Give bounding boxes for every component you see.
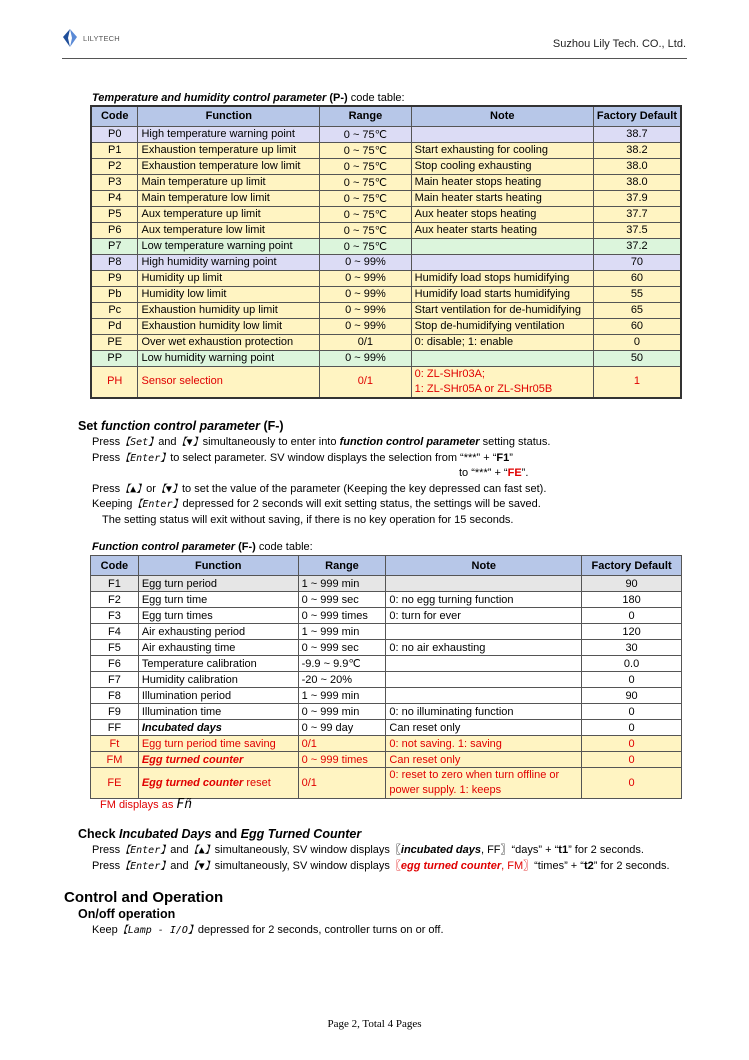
note-cell	[386, 768, 582, 799]
note-cell	[411, 366, 593, 398]
table-row	[91, 318, 681, 334]
default-cell: 0	[582, 720, 682, 736]
instruction-line	[92, 482, 550, 498]
text: Press	[92, 859, 121, 872]
text: and	[170, 859, 189, 872]
function-cell: Egg turn period	[138, 576, 298, 592]
default-cell: 90	[582, 688, 682, 704]
code-cell: F6	[91, 656, 139, 672]
note-cell: Main heater starts heating	[411, 190, 593, 206]
table-header-row	[91, 106, 681, 126]
code-cell: P5	[91, 206, 138, 222]
default-cell: 0	[582, 704, 682, 720]
f-instructions	[92, 435, 550, 528]
note-cell	[386, 656, 582, 672]
note-cell: Can reset only	[386, 720, 582, 736]
function-cell: Egg turn times	[138, 608, 298, 624]
company-logo	[60, 28, 120, 48]
default-cell: 37.9	[593, 190, 681, 206]
range-cell: 0 ~ 99%	[320, 350, 412, 366]
set-key-label: 【Set】	[120, 437, 159, 448]
text: Press	[92, 482, 121, 495]
table-row	[91, 624, 682, 640]
note-cell	[386, 688, 582, 704]
range-cell: 0 ~ 999 min	[298, 704, 386, 720]
title-italic: Incubated Days	[119, 827, 212, 841]
table-row	[91, 608, 682, 624]
table-row	[91, 270, 681, 286]
default-cell: 38.2	[593, 142, 681, 158]
function-cell: High humidity warning point	[138, 254, 320, 270]
down-key-label: 【▼】	[188, 860, 215, 872]
caption-rest: code table:	[258, 541, 313, 553]
onoff-instruction	[92, 923, 444, 939]
range-cell: 0 ~ 99%	[320, 270, 412, 286]
text: to select parameter. SV window displays the selection from “***” + “	[170, 451, 497, 464]
emphasis: Egg turned counter	[141, 776, 244, 789]
fm-display-note	[100, 797, 192, 812]
text: simultaneously, SV window displays	[214, 859, 390, 872]
text: ”.	[521, 467, 529, 479]
default-cell: 0	[593, 334, 681, 350]
text: reset	[246, 776, 271, 789]
table-row	[91, 158, 681, 174]
function-cell: Air exhausting period	[138, 624, 298, 640]
code-cell: Pc	[91, 302, 138, 318]
note-cell: 0: turn for ever	[386, 608, 582, 624]
code-cell: Pb	[91, 286, 138, 302]
control-operation-heading: Control and Operation	[64, 889, 224, 906]
note-cell: Start ventilation for de-humidifying	[411, 302, 593, 318]
code-cell: F9	[91, 704, 139, 720]
title-italic: function control parameter	[100, 419, 260, 433]
default-cell: 180	[582, 592, 682, 608]
function-cell: Illumination period	[138, 688, 298, 704]
note-cell	[386, 576, 582, 592]
onoff-heading: On/off operation	[78, 907, 176, 921]
note-cell: Aux heater stops heating	[411, 206, 593, 222]
emphasis: incubated days	[400, 844, 481, 856]
text: setting status.	[482, 436, 551, 448]
default-cell: 0	[582, 752, 682, 768]
function-cell: Egg turn period time saving	[138, 736, 298, 752]
code-cell: F8	[91, 688, 139, 704]
default-cell: 38.7	[593, 126, 681, 142]
range-cell: 0/1	[298, 768, 386, 799]
default-cell: 65	[593, 302, 681, 318]
column-header: Factory Default	[582, 556, 682, 576]
f-parameter-table	[90, 555, 682, 799]
range-cell: 0/1	[320, 334, 412, 350]
range-cell: 0 ~ 75℃	[320, 174, 412, 190]
code-cell: P2	[91, 158, 138, 174]
function-cell: Illumination time	[138, 704, 298, 720]
note-line: 1: ZL-SHr05A or ZL-SHr05B	[414, 382, 553, 395]
range-cell: 0 ~ 75℃	[320, 142, 412, 158]
code-cell: P8	[91, 254, 138, 270]
range-cell: 0/1	[320, 366, 412, 398]
range-cell: 0 ~ 999 sec	[298, 640, 386, 656]
default-cell: 0	[582, 768, 682, 799]
text: , FF〗“days” + “	[480, 844, 559, 856]
column-header: Range	[298, 556, 386, 576]
default-cell: 30	[582, 640, 682, 656]
column-header: Code	[91, 556, 139, 576]
table-row	[91, 126, 681, 142]
range-cell: -20 ~ 20%	[298, 672, 386, 688]
function-cell: Air exhausting time	[138, 640, 298, 656]
column-header: Range	[320, 106, 412, 126]
table-row	[91, 286, 681, 302]
note-cell	[411, 254, 593, 270]
range-cell: 0 ~ 999 times	[298, 608, 386, 624]
table-row	[91, 592, 682, 608]
default-cell: 0	[582, 736, 682, 752]
column-header: Factory Default	[593, 106, 681, 126]
note-cell: Stop cooling exhausting	[411, 158, 593, 174]
emphasis: F1	[496, 451, 510, 464]
function-cell	[138, 768, 298, 799]
caption-bold: (P-)	[329, 92, 348, 104]
table-row	[91, 190, 681, 206]
note-cell	[386, 672, 582, 688]
table-row	[91, 640, 682, 656]
table-row	[91, 768, 682, 799]
default-cell: 0	[582, 608, 682, 624]
range-cell: 0 ~ 99 day	[298, 720, 386, 736]
range-cell: 1 ~ 999 min	[298, 688, 386, 704]
caption-rest: code table:	[350, 92, 405, 104]
text: The setting status will exit without saving, if there is no key operation for 15 seconds.	[102, 513, 514, 526]
title-part: and	[214, 827, 238, 841]
check-instructions	[92, 843, 670, 874]
code-cell: P6	[91, 222, 138, 238]
page-footer: Page 2, Total 4 Pages	[327, 1018, 422, 1030]
table-row	[91, 206, 681, 222]
bracket: 〖	[389, 859, 401, 872]
table-row	[91, 688, 682, 704]
caption-italic: Temperature and humidity control parameter	[92, 92, 327, 104]
range-cell: 0 ~ 99%	[320, 286, 412, 302]
code-cell: P1	[91, 142, 138, 158]
default-cell: 37.2	[593, 238, 681, 254]
text: or	[146, 482, 156, 495]
instruction-line	[92, 513, 550, 529]
title-italic: Egg Turned Counter	[240, 827, 362, 841]
note-line: 0: reset to zero when turn offline or	[389, 769, 560, 781]
text: ” for 2 seconds.	[593, 859, 670, 872]
function-cell: Aux temperature low limit	[138, 222, 320, 238]
code-cell: F1	[91, 576, 139, 592]
text: depressed for 2 seconds will exit setting status, the settings will be saved.	[182, 498, 541, 510]
default-cell: 70	[593, 254, 681, 270]
f-section-title	[78, 419, 284, 433]
enter-key-label: 【Enter】	[120, 860, 171, 872]
range-cell: 0 ~ 75℃	[320, 158, 412, 174]
function-cell: Exhaustion humidity up limit	[138, 302, 320, 318]
column-header: Note	[411, 106, 593, 126]
column-header: Function	[138, 106, 320, 126]
text: Press	[92, 844, 121, 856]
enter-key-label: 【Enter】	[120, 845, 171, 856]
title-part: Set	[78, 419, 98, 433]
default-cell: 37.7	[593, 206, 681, 222]
code-cell: F4	[91, 624, 139, 640]
default-cell: 38.0	[593, 174, 681, 190]
range-cell: 0 ~ 75℃	[320, 126, 412, 142]
enter-key-label: 【Enter】	[120, 452, 171, 464]
instruction-line	[92, 843, 670, 859]
function-cell: High temperature warning point	[138, 126, 320, 142]
text: Keeping	[92, 498, 133, 510]
function-cell: Humidity low limit	[138, 286, 320, 302]
instruction-line	[92, 451, 550, 467]
code-cell: P7	[91, 238, 138, 254]
down-key-label: 【▼】	[155, 483, 182, 495]
note-cell	[411, 238, 593, 254]
company-name: Suzhou Lily Tech. CO., Ltd.	[552, 38, 686, 50]
range-cell: 0 ~ 75℃	[320, 206, 412, 222]
range-cell: 0 ~ 99%	[320, 318, 412, 334]
note-cell: Humidify load starts humidifying	[411, 286, 593, 302]
caption-italic: Function control parameter	[92, 541, 236, 553]
range-cell: 0 ~ 999 sec	[298, 592, 386, 608]
caption-bold: (F-)	[238, 541, 256, 553]
table-row	[91, 576, 682, 592]
note-cell: Humidify load stops humidifying	[411, 270, 593, 286]
enter-key-label: 【Enter】	[132, 499, 183, 510]
note-cell	[411, 126, 593, 142]
fm-segment-glyph: Fñ	[176, 797, 193, 812]
function-cell: Sensor selection	[138, 366, 320, 398]
table-row	[91, 672, 682, 688]
function-cell: Egg turn time	[138, 592, 298, 608]
default-cell: 38.0	[593, 158, 681, 174]
column-header: Code	[91, 106, 138, 126]
f-table-caption	[92, 541, 313, 553]
text: simultaneously, SV window displays〖	[214, 844, 401, 856]
note-cell: 0: disable; 1: enable	[411, 334, 593, 350]
function-cell: Incubated days	[138, 720, 298, 736]
default-cell: 0.0	[582, 656, 682, 672]
table-row	[91, 174, 681, 190]
text: Press	[92, 451, 121, 464]
table-row	[91, 222, 681, 238]
code-cell: FE	[91, 768, 139, 799]
code-cell: P4	[91, 190, 138, 206]
text: and	[158, 436, 177, 448]
code-cell: PE	[91, 334, 138, 350]
instruction-line	[92, 466, 550, 482]
function-cell: Egg turned counter	[138, 752, 298, 768]
logo-text: LILYTECH	[83, 33, 120, 43]
note-cell: Can reset only	[386, 752, 582, 768]
table-row	[91, 736, 682, 752]
function-cell: Exhaustion humidity low limit	[138, 318, 320, 334]
range-cell: -9.9 ~ 9.9℃	[298, 656, 386, 672]
code-cell: PP	[91, 350, 138, 366]
text: and	[170, 844, 189, 856]
range-cell: 0 ~ 999 times	[298, 752, 386, 768]
column-header: Function	[138, 556, 298, 576]
text: FM displays as	[100, 799, 174, 811]
code-cell: F2	[91, 592, 139, 608]
function-cell: Low temperature warning point	[138, 238, 320, 254]
note-cell: Aux heater starts heating	[411, 222, 593, 238]
default-cell: 60	[593, 318, 681, 334]
function-cell: Main temperature up limit	[138, 174, 320, 190]
range-cell: 0 ~ 75℃	[320, 222, 412, 238]
bracket: , FM〗	[501, 859, 535, 872]
function-cell: Low humidity warning point	[138, 350, 320, 366]
up-key-label: 【▲】	[120, 483, 147, 495]
text: ”	[509, 451, 513, 464]
default-cell: 90	[582, 576, 682, 592]
table-row	[91, 350, 681, 366]
default-cell: 0	[582, 672, 682, 688]
title-part: Check	[78, 827, 116, 841]
lamp-key-label: 【Lamp - I/O】	[117, 925, 198, 936]
note-cell: 0: no illuminating function	[386, 704, 582, 720]
table-header-row	[91, 556, 682, 576]
p-table-caption	[92, 92, 405, 104]
code-cell: P0	[91, 126, 138, 142]
function-cell: Aux temperature up limit	[138, 206, 320, 222]
note-cell: 0: no egg turning function	[386, 592, 582, 608]
p-parameter-table	[90, 105, 682, 399]
table-row	[91, 334, 681, 350]
code-cell: FM	[91, 752, 139, 768]
function-cell: Temperature calibration	[138, 656, 298, 672]
page-header	[0, 0, 749, 60]
text: “times” + “	[534, 859, 584, 872]
range-cell: 0 ~ 99%	[320, 302, 412, 318]
note-cell: Start exhausting for cooling	[411, 142, 593, 158]
code-cell: P3	[91, 174, 138, 190]
table-row	[91, 254, 681, 270]
range-cell: 0 ~ 99%	[320, 254, 412, 270]
default-cell: 50	[593, 350, 681, 366]
note-cell	[386, 624, 582, 640]
code-cell: PH	[91, 366, 138, 398]
instruction-line	[92, 435, 550, 451]
code-cell: F3	[91, 608, 139, 624]
table-row	[91, 704, 682, 720]
note-cell: Stop de-humidifying ventilation	[411, 318, 593, 334]
text: Keep	[92, 924, 118, 936]
table-row	[91, 656, 682, 672]
function-cell: Exhaustion temperature up limit	[138, 142, 320, 158]
default-cell: 1	[593, 366, 681, 398]
default-cell: 60	[593, 270, 681, 286]
code-cell: F7	[91, 672, 139, 688]
text: depressed for 2 seconds, controller turns on or off.	[197, 924, 444, 936]
table-row	[91, 752, 682, 768]
check-section-title	[78, 827, 361, 841]
table-row	[91, 142, 681, 158]
code-cell: Pd	[91, 318, 138, 334]
up-key-label: 【▲】	[188, 845, 215, 856]
default-cell: 37.5	[593, 222, 681, 238]
table-row	[91, 302, 681, 318]
function-cell: Over wet exhaustion protection	[138, 334, 320, 350]
instruction-line	[92, 497, 550, 513]
range-cell: 0/1	[298, 736, 386, 752]
note-cell: 0: no air exhausting	[386, 640, 582, 656]
range-cell: 0 ~ 75℃	[320, 190, 412, 206]
code-cell: P9	[91, 270, 138, 286]
lilytech-logo-icon	[60, 28, 80, 48]
text: to set the value of the parameter (Keeping the key depressed can fast set).	[181, 482, 547, 495]
code-cell: Ft	[91, 736, 139, 752]
header-divider	[62, 58, 687, 59]
text: Press	[92, 436, 121, 448]
emphasis: function control parameter	[339, 436, 480, 448]
text: ” for 2 seconds.	[568, 844, 644, 856]
default-cell: 120	[582, 624, 682, 640]
range-cell: 1 ~ 999 min	[298, 624, 386, 640]
range-cell: 0 ~ 75℃	[320, 238, 412, 254]
title-part: (F-)	[263, 419, 284, 433]
range-cell: 1 ~ 999 min	[298, 576, 386, 592]
emphasis: t2	[583, 859, 594, 872]
emphasis: FE	[507, 467, 522, 479]
note-line: power supply. 1: keeps	[389, 784, 502, 796]
instruction-line	[92, 859, 670, 875]
note-cell: 0: not saving. 1: saving	[386, 736, 582, 752]
down-key-label: 【▼】	[176, 437, 203, 448]
table-row	[91, 720, 682, 736]
code-cell: FF	[91, 720, 139, 736]
note-line: 0: ZL-SHr03A;	[414, 367, 485, 380]
function-cell: Humidity up limit	[138, 270, 320, 286]
default-cell: 55	[593, 286, 681, 302]
note-cell	[411, 350, 593, 366]
column-header: Note	[386, 556, 582, 576]
table-row	[91, 238, 681, 254]
function-cell: Exhaustion temperature low limit	[138, 158, 320, 174]
function-cell: Main temperature low limit	[138, 190, 320, 206]
emphasis: t1	[558, 844, 569, 856]
text: to “***” + “	[459, 467, 508, 479]
emphasis: egg turned counter	[400, 859, 502, 872]
text: simultaneously to enter into	[202, 436, 337, 448]
table-row	[91, 366, 681, 398]
code-cell: F5	[91, 640, 139, 656]
note-cell: Main heater stops heating	[411, 174, 593, 190]
function-cell: Humidity calibration	[138, 672, 298, 688]
